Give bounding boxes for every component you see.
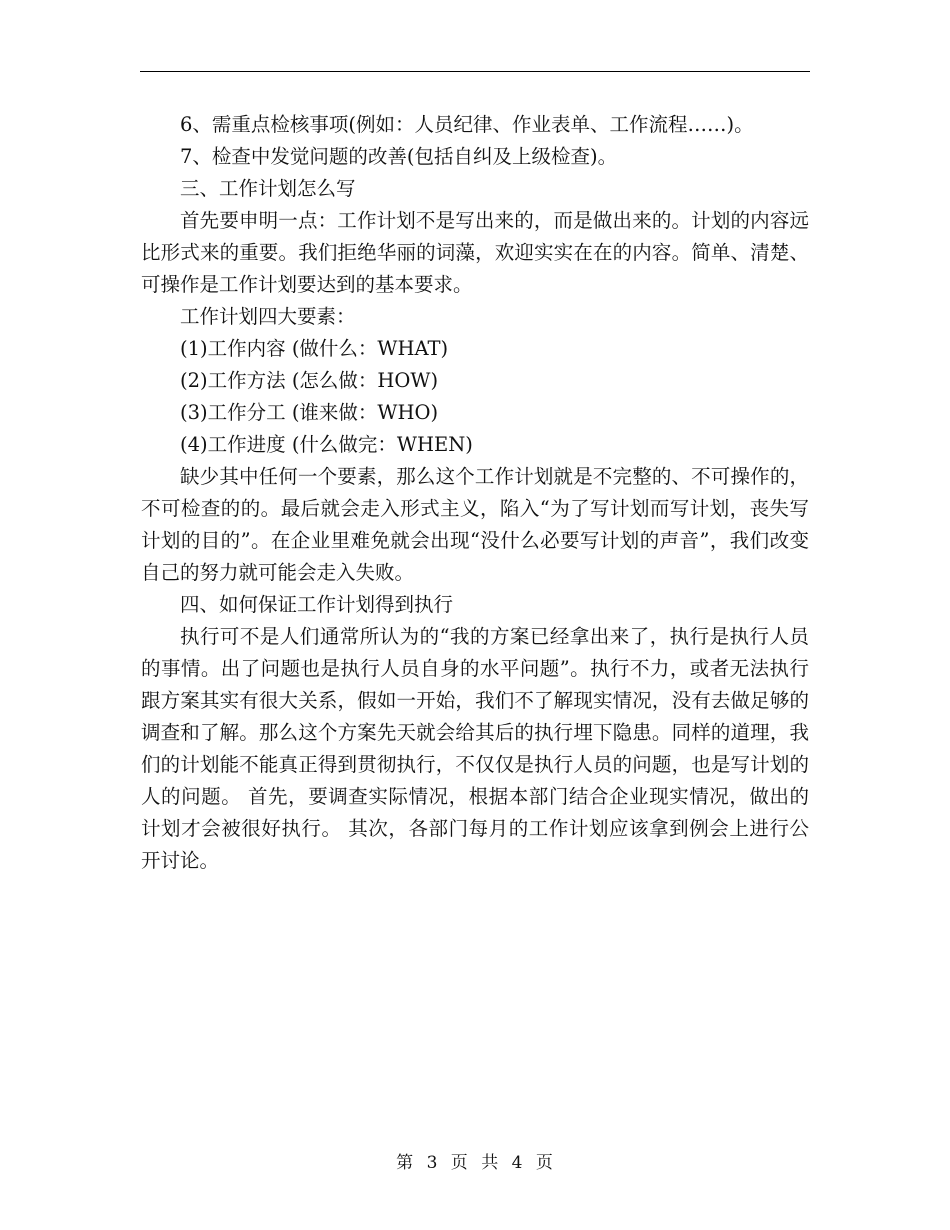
paragraph-item-6: 6、需重点检核事项(例如：人员纪律、作业表单、工作流程……)。 bbox=[180, 113, 754, 136]
section-heading-3: 三、工作计划怎么写 bbox=[180, 177, 356, 200]
list-item-who: (3)工作分工 (谁来做：WHO) bbox=[180, 401, 439, 424]
paragraph-intro: 首先要申明一点：工作计划不是写出来的，而是做出来的。计划的内容远比形式来的重要。我们拒绝华丽的词藻，欢迎实实在在的内容。简单、清楚、可操作是工作计划要达到的基本要求。 bbox=[141, 209, 809, 296]
section-heading-4: 四、如何保证工作计划得到执行 bbox=[180, 593, 454, 616]
paragraph-missing-elements: 缺少其中任何一个要素，那么这个工作计划就是不完整的、不可操作的，不可检查的的。最后就会走入形式主义，陷入“为了写计划而写计划，丧失写计划的目的”。在企业里难免就会出现“没什么必要写计划的声音”，我们改变自己的努力就可能会走入失败。 bbox=[141, 465, 809, 584]
page-footer: 第 3 页 共 4 页 bbox=[396, 1153, 554, 1173]
paragraph-elements-title: 工作计划四大要素： bbox=[180, 305, 356, 328]
paragraph-item-7: 7、检查中发觉问题的改善(包括自纠及上级检查)。 bbox=[180, 145, 618, 168]
document-body bbox=[141, 109, 809, 877]
list-item-when: (4)工作进度 (什么做完：WHEN) bbox=[180, 433, 473, 456]
list-item-how: (2)工作方法 (怎么做：HOW) bbox=[180, 369, 439, 392]
paragraph-execution: 执行可不是人们通常所认为的“我的方案已经拿出来了，执行是执行人员的事情。出了问题也是执行人员自身的水平问题”。执行不力，或者无法执行跟方案其实有很大关系，假如一开始，我们不了解现实情况，没有去做足够的调查和了解。那么这个方案先天就会给其后的执行埋下隐患。同样的道理，我们的计划能不能真正得到贯彻执行，不仅仅是执行人员的问题，也是写计划的人的问题。 首先，要调查实际情况，根据本部门结合企业现实情况，做出的计划才会被很好执行。 其次，各部门每月的工作计划应该拿到例会上进行公开讨论。 bbox=[141, 625, 809, 872]
list-item-what: (1)工作内容 (做什么：WHAT) bbox=[180, 337, 449, 360]
header-rule bbox=[140, 71, 810, 72]
